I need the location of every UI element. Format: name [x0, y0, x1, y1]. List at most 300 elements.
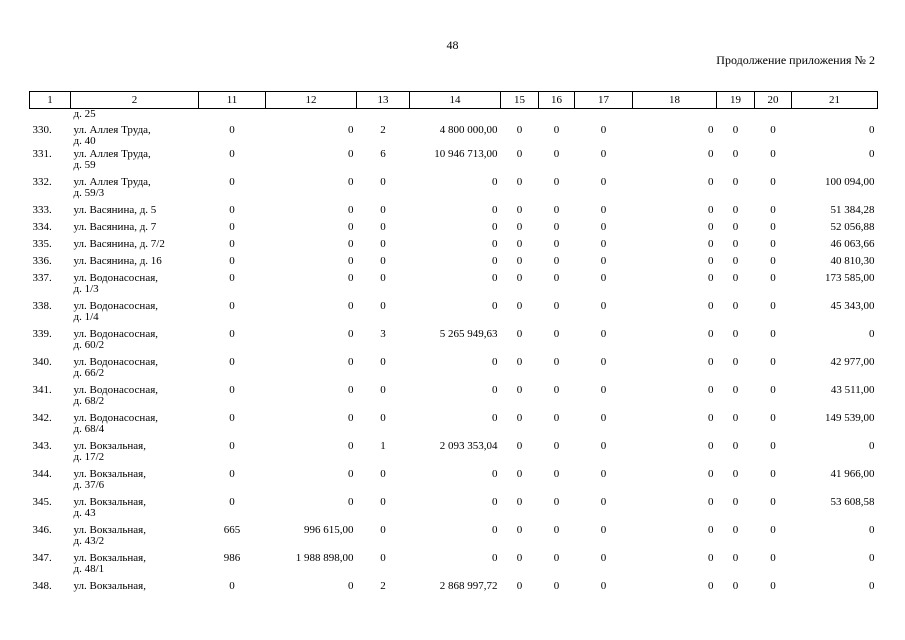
- value-cell-col-14: 0: [492, 356, 498, 368]
- value-cell-col-17: 0: [600, 176, 607, 188]
- value-cell-col-12: 0: [348, 255, 354, 267]
- value-cell-col-13: 0: [380, 468, 386, 480]
- row-number: 335.: [32, 238, 52, 250]
- value-cell-col-20: 0: [770, 440, 776, 452]
- value-cell-col-18: 0: [708, 552, 714, 564]
- address-line: д. 68/4: [73, 423, 105, 435]
- value-cell-col-13: 0: [380, 221, 386, 233]
- row-number: 343.: [32, 440, 52, 452]
- address-line: ул. Аллея Труда,: [73, 124, 151, 136]
- value-cell-col-21: 46 063,66: [830, 238, 875, 250]
- address-line: ул. Водонасосная,: [73, 328, 159, 340]
- table-row: [30, 497, 878, 525]
- appendix-note: Продолжение приложения № 2: [716, 53, 875, 67]
- value-cell-col-11: 0: [229, 272, 235, 284]
- value-cell-col-17: 0: [600, 221, 607, 233]
- header-cell: 18: [633, 92, 717, 109]
- table-row: [30, 525, 878, 553]
- value-cell-col-19: 0: [732, 440, 739, 452]
- value-cell-col-13: 1: [380, 440, 386, 452]
- value-cell-col-16: 0: [553, 580, 560, 592]
- address-line: ул. Водонасосная,: [73, 412, 159, 424]
- value-cell-col-12: 0: [348, 124, 354, 136]
- value-cell-col-14: 0: [492, 552, 498, 564]
- value-cell-col-13: 0: [380, 272, 386, 284]
- value-cell-col-15: 0: [516, 496, 523, 508]
- address-line: д. 37/6: [73, 479, 105, 491]
- address-cell: [71, 177, 199, 205]
- value-cell-col-18: 0: [708, 148, 714, 160]
- table-row: [30, 205, 878, 222]
- address-cell: [71, 273, 199, 301]
- value-cell-col-20: 0: [770, 238, 776, 250]
- value-cell-col-19: 0: [732, 272, 739, 284]
- value-cell-col-14: 0: [492, 255, 498, 267]
- value-cell-col-12: 996 615,00: [304, 524, 354, 536]
- value-cell-col-21: 0: [869, 328, 875, 340]
- value-cell-col-21: 0: [869, 552, 875, 564]
- header-cell: 14: [410, 92, 501, 109]
- value-cell-col-15: 0: [516, 328, 523, 340]
- row-number: 342.: [32, 412, 52, 424]
- value-cell-col-11: 0: [229, 124, 235, 136]
- row-number: 346.: [32, 524, 52, 536]
- value-cell-col-17: 0: [600, 356, 607, 368]
- value-cell-col-11: 0: [229, 440, 235, 452]
- value-cell-col-15: 0: [516, 384, 523, 396]
- value-cell-col-19: 0: [732, 204, 739, 216]
- value-cell-col-16: 0: [553, 221, 560, 233]
- address-line: ул. Вокзальная,: [73, 552, 146, 564]
- value-cell-col-14: 0: [492, 384, 498, 396]
- table-row: [30, 413, 878, 441]
- value-cell-col-11: 986: [223, 552, 241, 564]
- value-cell-col-19: 0: [732, 552, 739, 564]
- value-cell-col-20: 0: [770, 552, 776, 564]
- table-body: [30, 109, 878, 599]
- value-cell-col-20: 0: [770, 524, 776, 536]
- value-cell-col-20: 0: [770, 468, 776, 480]
- value-cell-col-14: 2 868 997,72: [439, 580, 498, 592]
- address-cell: [71, 149, 199, 177]
- address-line: д. 40: [73, 135, 96, 147]
- row-number: 333.: [32, 204, 52, 216]
- value-cell-col-20: 0: [770, 412, 776, 424]
- table-row: [30, 357, 878, 385]
- value-cell-col-12: 0: [348, 204, 354, 216]
- page-number: 48: [446, 38, 459, 52]
- row-number: 339.: [32, 328, 52, 340]
- header-cell: 16: [539, 92, 575, 109]
- value-cell-col-14: 0: [492, 176, 498, 188]
- value-cell-col-17: 0: [600, 552, 607, 564]
- value-cell-col-17: 0: [600, 272, 607, 284]
- address-cell: [71, 256, 199, 273]
- value-cell-col-12: 1 988 898,00: [295, 552, 354, 564]
- table-row: [30, 256, 878, 273]
- value-cell-col-16: 0: [553, 384, 560, 396]
- value-cell-col-18: 0: [708, 524, 714, 536]
- address-cell: [71, 329, 199, 357]
- value-cell-col-19: 0: [732, 468, 739, 480]
- address-cell: [71, 205, 199, 222]
- value-cell-col-16: 0: [553, 255, 560, 267]
- address-line: ул. Васянина, д. 16: [73, 255, 162, 267]
- value-cell-col-14: 5 265 949,63: [439, 328, 498, 340]
- data-table: [29, 91, 878, 598]
- value-cell-col-14: 0: [492, 204, 498, 216]
- value-cell-col-16: 0: [553, 124, 560, 136]
- value-cell-col-17: 0: [600, 580, 607, 592]
- value-cell-col-15: 0: [516, 255, 523, 267]
- value-cell-col-20: 0: [770, 328, 776, 340]
- value-cell-col-19: 0: [732, 148, 739, 160]
- value-cell-col-11: 0: [229, 496, 235, 508]
- header-cell: 1: [30, 92, 71, 109]
- address-line: д. 43: [73, 507, 96, 519]
- value-cell-col-20: 0: [770, 272, 776, 284]
- value-cell-col-13: 0: [380, 412, 386, 424]
- address-line: ул. Васянина, д. 7: [73, 221, 157, 233]
- table-row: [30, 177, 878, 205]
- value-cell-col-15: 0: [516, 300, 523, 312]
- value-cell-col-15: 0: [516, 148, 523, 160]
- value-cell-col-20: 0: [770, 580, 776, 592]
- value-cell-col-13: 2: [380, 580, 386, 592]
- address-line: д. 59: [73, 159, 96, 171]
- value-cell-col-19: 0: [732, 356, 739, 368]
- value-cell-col-11: 0: [229, 148, 235, 160]
- value-cell-col-21: 0: [869, 580, 875, 592]
- value-cell-col-13: 6: [380, 148, 386, 160]
- value-cell-col-11: 0: [229, 412, 235, 424]
- value-cell-col-21: 40 810,30: [830, 255, 875, 267]
- value-cell-col-15: 0: [516, 238, 523, 250]
- value-cell-col-11: 0: [229, 204, 235, 216]
- address-line: ул. Аллея Труда,: [73, 148, 151, 160]
- value-cell-col-16: 0: [553, 440, 560, 452]
- value-cell-col-14: 0: [492, 221, 498, 233]
- header-cell: 11: [199, 92, 266, 109]
- value-cell-col-14: 0: [492, 238, 498, 250]
- value-cell-col-14: 0: [492, 300, 498, 312]
- address-line: д. 43/2: [73, 535, 105, 547]
- row-number: 347.: [32, 552, 52, 564]
- value-cell-col-12: 0: [348, 300, 354, 312]
- table-row: [30, 222, 878, 239]
- value-cell-col-13: 0: [380, 255, 386, 267]
- table-row: [30, 301, 878, 329]
- value-cell-col-15: 0: [516, 440, 523, 452]
- value-cell-col-15: 0: [516, 412, 523, 424]
- value-cell-col-16: 0: [553, 238, 560, 250]
- address-line: д. 1/3: [73, 283, 99, 295]
- value-cell-col-14: 4 800 000,00: [439, 124, 498, 136]
- value-cell-col-15: 0: [516, 356, 523, 368]
- table-row: [30, 329, 878, 357]
- address-line: ул. Водонасосная,: [73, 272, 159, 284]
- address-cell: [71, 525, 199, 553]
- header-cell: 19: [717, 92, 755, 109]
- value-cell-col-17: 0: [600, 440, 607, 452]
- value-cell-col-12: 0: [348, 496, 354, 508]
- value-cell-col-11: 0: [229, 255, 235, 267]
- value-cell-col-20: 0: [770, 176, 776, 188]
- value-cell-col-21: 53 608,58: [830, 496, 875, 508]
- row-number: 341.: [32, 384, 52, 396]
- value-cell-col-14: 0: [492, 272, 498, 284]
- value-cell-col-14: 0: [492, 524, 498, 536]
- value-cell-col-21: 0: [869, 524, 875, 536]
- value-cell-col-11: 0: [229, 238, 235, 250]
- value-cell-col-16: 0: [553, 552, 560, 564]
- value-cell-col-21: 51 384,28: [830, 204, 875, 216]
- value-cell-col-12: 0: [348, 221, 354, 233]
- table-row: [30, 553, 878, 581]
- value-cell-col-16: 0: [553, 272, 560, 284]
- value-cell-col-21: 42 977,00: [830, 356, 875, 368]
- value-cell-col-21: 0: [869, 148, 875, 160]
- value-cell-col-20: 0: [770, 356, 776, 368]
- address-line: ул. Вокзальная,: [73, 440, 146, 452]
- value-cell-col-13: 0: [380, 496, 386, 508]
- address-cell: [71, 581, 199, 598]
- row-number: 344.: [32, 468, 52, 480]
- value-cell-col-19: 0: [732, 176, 739, 188]
- value-cell-col-17: 0: [600, 496, 607, 508]
- value-cell-col-21: 43 511,00: [830, 384, 875, 396]
- value-cell-col-13: 0: [380, 238, 386, 250]
- address-cell: [71, 553, 199, 581]
- value-cell-col-18: 0: [708, 580, 714, 592]
- value-cell-col-16: 0: [553, 148, 560, 160]
- value-cell-col-17: 0: [600, 412, 607, 424]
- row-number: 334.: [32, 221, 52, 233]
- value-cell-col-11: 0: [229, 300, 235, 312]
- value-cell-col-16: 0: [553, 468, 560, 480]
- value-cell-col-18: 0: [708, 255, 714, 267]
- row-number: 331.: [32, 148, 52, 160]
- value-cell-col-12: 0: [348, 238, 354, 250]
- value-cell-col-15: 0: [516, 468, 523, 480]
- value-cell-col-13: 0: [380, 552, 386, 564]
- value-cell-col-13: 0: [380, 300, 386, 312]
- table-row: [30, 273, 878, 301]
- value-cell-col-11: 0: [229, 328, 235, 340]
- address-line: ул. Водонасосная,: [73, 300, 159, 312]
- value-cell-col-18: 0: [708, 221, 714, 233]
- value-cell-col-14: 10 946 713,00: [434, 148, 498, 160]
- address-line: ул. Вокзальная,: [73, 468, 146, 480]
- value-cell-col-18: 0: [708, 468, 714, 480]
- value-cell-col-11: 0: [229, 356, 235, 368]
- value-cell-col-20: 0: [770, 148, 776, 160]
- value-cell-col-18: 0: [708, 412, 714, 424]
- value-cell-col-12: 0: [348, 580, 354, 592]
- table-row: [30, 581, 878, 598]
- value-cell-col-18: 0: [708, 176, 714, 188]
- header-cell: 20: [755, 92, 792, 109]
- row-number: 348.: [32, 580, 52, 592]
- address-line: д. 59/3: [73, 187, 105, 199]
- value-cell-col-16: 0: [553, 412, 560, 424]
- address-line: ул. Вокзальная,: [73, 496, 146, 508]
- value-cell-col-13: 0: [380, 384, 386, 396]
- value-cell-col-12: 0: [348, 272, 354, 284]
- value-cell-col-15: 0: [516, 580, 523, 592]
- row-number: 338.: [32, 300, 52, 312]
- header-cell: 13: [357, 92, 410, 109]
- value-cell-col-20: 0: [770, 255, 776, 267]
- value-cell-col-15: 0: [516, 204, 523, 216]
- value-cell-col-13: 0: [380, 204, 386, 216]
- address-line: ул. Вокзальная,: [73, 524, 146, 536]
- value-cell-col-21: 173 585,00: [825, 272, 875, 284]
- value-cell-col-19: 0: [732, 238, 739, 250]
- address-cell: [71, 239, 199, 256]
- address-line: ул. Вокзальная,: [73, 580, 146, 592]
- row-number: 340.: [32, 356, 52, 368]
- row-number: 337.: [32, 272, 52, 284]
- value-cell-col-12: 0: [348, 384, 354, 396]
- address-cell: [71, 497, 199, 525]
- value-cell-col-12: 0: [348, 412, 354, 424]
- value-cell-col-16: 0: [553, 328, 560, 340]
- value-cell-col-17: 0: [600, 328, 607, 340]
- continuation-row: [30, 109, 878, 120]
- header-cell: 17: [575, 92, 633, 109]
- address-line: ул. Аллея Труда,: [73, 176, 151, 188]
- value-cell-col-14: 0: [492, 468, 498, 480]
- value-cell-col-11: 0: [229, 221, 235, 233]
- value-cell-col-15: 0: [516, 124, 523, 136]
- value-cell-col-17: 0: [600, 204, 607, 216]
- table-row: [30, 119, 878, 149]
- row-number: 345.: [32, 496, 52, 508]
- data-table-wrapper: [29, 91, 877, 598]
- value-cell-col-19: 0: [732, 328, 739, 340]
- value-cell-col-11: 0: [229, 468, 235, 480]
- value-cell-col-15: 0: [516, 524, 523, 536]
- value-cell-col-21: 0: [869, 440, 875, 452]
- value-cell-col-21: 41 966,00: [830, 468, 875, 480]
- value-cell-col-18: 0: [708, 300, 714, 312]
- value-cell-col-18: 0: [708, 440, 714, 452]
- value-cell-col-19: 0: [732, 255, 739, 267]
- value-cell-col-15: 0: [516, 552, 523, 564]
- value-cell-col-14: 0: [492, 496, 498, 508]
- value-cell-col-20: 0: [770, 124, 776, 136]
- row-number: 336.: [32, 255, 52, 267]
- header-cell: 15: [501, 92, 539, 109]
- row-number: 332.: [32, 176, 52, 188]
- table-row: [30, 149, 878, 177]
- address-line: д. 1/4: [73, 311, 99, 323]
- address-line: ул. Водонасосная,: [73, 384, 159, 396]
- value-cell-col-15: 0: [516, 221, 523, 233]
- value-cell-col-13: 0: [380, 176, 386, 188]
- address-cell: [71, 469, 199, 497]
- value-cell-col-18: 0: [708, 204, 714, 216]
- value-cell-col-13: 2: [380, 124, 386, 136]
- value-cell-col-21: 45 343,00: [830, 300, 875, 312]
- value-cell-col-16: 0: [553, 496, 560, 508]
- header-cell: 21: [792, 92, 878, 109]
- address-cell: [71, 222, 199, 239]
- address-cell: [71, 119, 199, 149]
- value-cell-col-21: 0: [869, 124, 875, 136]
- address-line: д. 48/1: [73, 563, 105, 575]
- value-cell-col-18: 0: [708, 238, 714, 250]
- value-cell-col-19: 0: [732, 221, 739, 233]
- value-cell-col-14: 2 093 353,04: [439, 440, 498, 452]
- value-cell-col-19: 0: [732, 124, 739, 136]
- address-line: ул. Водонасосная,: [73, 356, 159, 368]
- value-cell-col-17: 0: [600, 238, 607, 250]
- value-cell-col-17: 0: [600, 148, 607, 160]
- address-line: д. 68/2: [73, 395, 105, 407]
- value-cell-col-11: 0: [229, 384, 235, 396]
- value-cell-col-19: 0: [732, 496, 739, 508]
- value-cell-col-17: 0: [600, 255, 607, 267]
- value-cell-col-14: 0: [492, 412, 498, 424]
- table-row: [30, 469, 878, 497]
- value-cell-col-18: 0: [708, 328, 714, 340]
- value-cell-col-19: 0: [732, 580, 739, 592]
- header-row: [30, 92, 878, 109]
- table-row: [30, 441, 878, 469]
- continuation-text: д. 25: [73, 108, 96, 120]
- value-cell-col-19: 0: [732, 524, 739, 536]
- value-cell-col-19: 0: [732, 412, 739, 424]
- value-cell-col-16: 0: [553, 300, 560, 312]
- value-cell-col-20: 0: [770, 221, 776, 233]
- address-cell: [71, 357, 199, 385]
- address-cell: [71, 301, 199, 329]
- value-cell-col-12: 0: [348, 176, 354, 188]
- value-cell-col-13: 3: [380, 328, 386, 340]
- address-cell: [71, 441, 199, 469]
- value-cell-col-17: 0: [600, 124, 607, 136]
- value-cell-col-11: 0: [229, 580, 235, 592]
- value-cell-col-21: 100 094,00: [825, 176, 875, 188]
- value-cell-col-12: 0: [348, 356, 354, 368]
- value-cell-col-18: 0: [708, 384, 714, 396]
- value-cell-col-20: 0: [770, 300, 776, 312]
- value-cell-col-16: 0: [553, 356, 560, 368]
- address-line: д. 60/2: [73, 339, 105, 351]
- value-cell-col-20: 0: [770, 496, 776, 508]
- value-cell-col-17: 0: [600, 524, 607, 536]
- value-cell-col-11: 0: [229, 176, 235, 188]
- address-cell: [71, 413, 199, 441]
- address-line: ул. Васянина, д. 7/2: [73, 238, 165, 250]
- value-cell-col-15: 0: [516, 272, 523, 284]
- value-cell-col-16: 0: [553, 524, 560, 536]
- table-row: [30, 385, 878, 413]
- value-cell-col-12: 0: [348, 148, 354, 160]
- value-cell-col-18: 0: [708, 496, 714, 508]
- header-cell: 12: [266, 92, 357, 109]
- value-cell-col-20: 0: [770, 384, 776, 396]
- header-cell: 2: [71, 92, 199, 109]
- value-cell-col-17: 0: [600, 384, 607, 396]
- value-cell-col-18: 0: [708, 356, 714, 368]
- address-cell: [71, 385, 199, 413]
- value-cell-col-13: 0: [380, 524, 386, 536]
- table-row: [30, 239, 878, 256]
- value-cell-col-12: 0: [348, 328, 354, 340]
